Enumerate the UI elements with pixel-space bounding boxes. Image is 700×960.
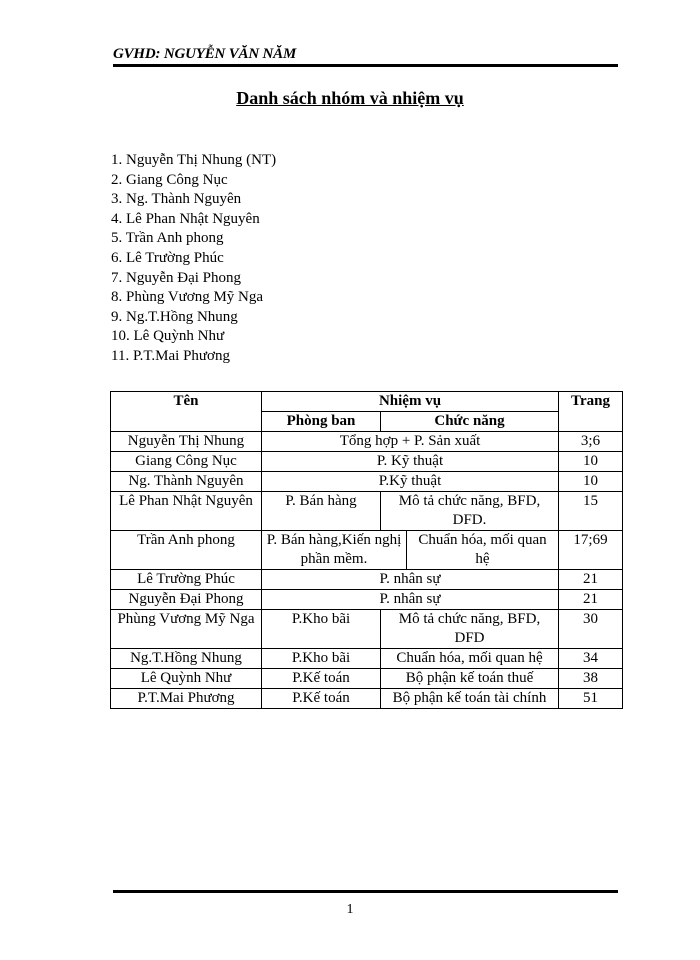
- cell-function: Bộ phận kế toán thuế: [381, 669, 559, 689]
- cell-department: P. Bán hàng: [262, 492, 381, 531]
- document-title: Danh sách nhóm và nhiệm vụ: [236, 88, 464, 108]
- cell-task: P. Kỹ thuật: [262, 452, 559, 472]
- table-row: [111, 689, 623, 709]
- cell-department: P.Kế toán: [262, 669, 381, 689]
- cell-name: Ng. Thành Nguyên: [111, 472, 262, 492]
- cell-name: Nguyễn Thị Nhung: [111, 432, 262, 452]
- cell-name: Giang Công Nục: [111, 452, 262, 472]
- cell-department: P.Kho bãi: [262, 610, 381, 649]
- column-header-department: Phòng ban: [262, 412, 381, 432]
- table-row: [111, 649, 623, 669]
- cell-task: P.Kỹ thuật: [262, 472, 559, 492]
- table-row: [111, 452, 623, 472]
- header-title: GVHD: NGUYỄN VĂN NĂM: [113, 46, 297, 62]
- cell-name: Lê Phan Nhật Nguyên: [111, 492, 262, 531]
- table-row: [111, 432, 623, 452]
- cell-page: 3;6: [559, 432, 623, 452]
- cell-function: Mô tả chức năng, BFD, DFD.: [381, 492, 559, 531]
- table-row: [111, 531, 623, 570]
- member-list: [111, 151, 276, 367]
- table-row: [111, 492, 623, 531]
- cell-function: Chuẩn hóa, mối quan hệ: [381, 649, 559, 669]
- cell-name: Trần Anh phong: [111, 531, 262, 570]
- cell-task: P. nhân sự: [262, 590, 559, 610]
- member-item: 6. Lê Trường Phúc: [111, 249, 224, 266]
- member-item: 7. Nguyễn Đại Phong: [111, 269, 241, 286]
- cell-page: 21: [559, 590, 623, 610]
- member-item: 11. P.T.Mai Phương: [111, 347, 230, 364]
- cell-page: 34: [559, 649, 623, 669]
- member-item: 8. Phùng Vương Mỹ Nga: [111, 289, 264, 306]
- cell-name: P.T.Mai Phương: [111, 689, 262, 709]
- member-item: 10. Lê Quỳnh Như: [111, 328, 225, 345]
- cell-page: 30: [559, 610, 623, 649]
- cell-page: 38: [559, 669, 623, 689]
- page-number: 1: [346, 902, 354, 917]
- member-item: 2. Giang Công Nục: [111, 171, 228, 188]
- cell-page: 15: [559, 492, 623, 531]
- member-item: 5. Trần Anh phong: [111, 230, 224, 247]
- table-row: [111, 669, 623, 689]
- cell-department: P.Kho bãi: [262, 649, 381, 669]
- cell-function: Bộ phận kế toán tài chính: [381, 689, 559, 709]
- cell-page: 17;69: [559, 531, 623, 570]
- table-row: [111, 610, 623, 649]
- column-header-task: Nhiệm vụ: [262, 392, 559, 412]
- cell-function: Chuẩn hóa, mối quan hệ: [407, 531, 559, 570]
- cell-task: Tổng hợp + P. Sản xuất: [262, 432, 559, 452]
- task-table: [110, 391, 623, 709]
- member-item: 1. Nguyễn Thị Nhung (NT): [111, 152, 277, 168]
- member-item: 3. Ng. Thành Nguyên: [111, 191, 242, 208]
- cell-department: P. Bán hàng,Kiến nghị phần mềm.: [262, 531, 407, 570]
- table-row: [111, 590, 623, 610]
- header-rule: [113, 64, 618, 67]
- column-header-page: Trang: [559, 392, 623, 432]
- cell-page: 21: [559, 570, 623, 590]
- cell-page: 10: [559, 472, 623, 492]
- cell-function: Mô tả chức năng, BFD, DFD: [381, 610, 559, 649]
- table-row: [111, 472, 623, 492]
- table-row: [111, 570, 623, 590]
- member-item: 4. Lê Phan Nhật Nguyên: [111, 210, 260, 227]
- cell-name: Nguyễn Đại Phong: [111, 590, 262, 610]
- column-header-function: Chức năng: [381, 412, 559, 432]
- cell-name: Lê Quỳnh Như: [111, 669, 262, 689]
- member-item: 9. Ng.T.Hồng Nhung: [111, 308, 238, 325]
- column-header-name: Tên: [111, 392, 262, 432]
- cell-name: Phùng Vương Mỹ Nga: [111, 610, 262, 649]
- cell-department: P.Kế toán: [262, 689, 381, 709]
- cell-task: P. nhân sự: [262, 570, 559, 590]
- cell-page: 51: [559, 689, 623, 709]
- cell-page: 10: [559, 452, 623, 472]
- cell-name: Ng.T.Hồng Nhung: [111, 649, 262, 669]
- cell-name: Lê Trường Phúc: [111, 570, 262, 590]
- footer-rule: [113, 890, 618, 893]
